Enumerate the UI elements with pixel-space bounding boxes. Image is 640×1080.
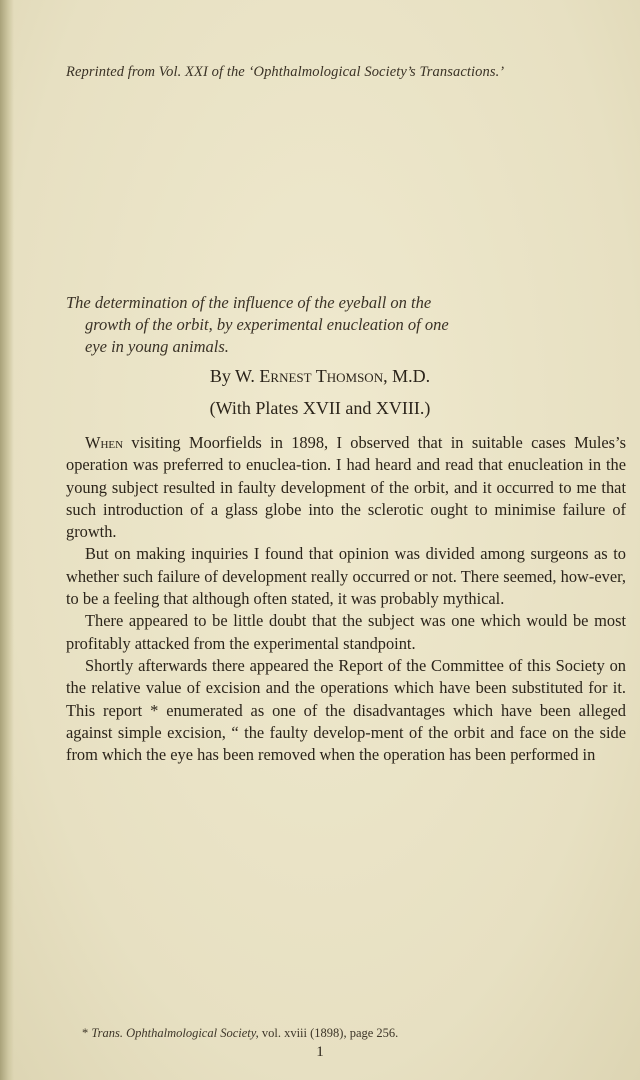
title-line-2: growth of the orbit, by experimental enucleation of one	[85, 315, 449, 334]
page-number: 1	[316, 1044, 324, 1060]
footnote-ref: vol. xviii (1898), page 256.	[258, 1026, 399, 1040]
paragraph: Shortly afterwards there appeared the Report of the Committee of this Society on the relative value of excision and the operations which have been substituted for it. This report * enumerated as one of the disadvantages which have been alleged against simple excision, “ the faulty develop-ment of the orbit and face on the side from which the eye has been removed when the operation has been performed in	[66, 655, 626, 765]
title-line-1: The determination of the influence of the eyeball on the	[66, 293, 432, 312]
byline-prefix: By W.	[209, 366, 255, 386]
title-line-3: eye in young animals.	[85, 337, 229, 356]
footnote	[82, 1026, 612, 1041]
plates-note: (With Plates XVII and XVIII.)	[209, 398, 431, 418]
running-head: Reprinted from Vol. XXI of the ‘Ophthalmological Society’s Transactions.’	[66, 64, 505, 80]
byline-suffix: M.D.	[392, 366, 431, 386]
author-byline	[0, 366, 640, 387]
footnote-marker: *	[82, 1026, 89, 1040]
footnote-journal: Trans. Ophthalmological Society,	[91, 1026, 259, 1040]
page-edge-shadow	[0, 0, 14, 1080]
paragraph-text: visiting Moorfields in 1898, I observed that in suitable cases Mules’s operation was preferred to enuclea-tion. I had heard and read that enucleation in the young subject resulted in faulty development of the orbit, and it occurred to me that such introduction of a glass globe into the sclerotic ought to minimise failure of growth.	[66, 433, 626, 542]
author-name: Ernest Thomson,	[259, 366, 388, 386]
paragraph	[66, 432, 626, 543]
article-body	[66, 432, 626, 766]
paragraph: There appeared to be little doubt that the subject was one which would be most profitably attacked from the experimental standpoint.	[66, 611, 626, 653]
paragraph: But on making inquiries I found that opinion was divided among surgeons as to whether such failure of development really occurred or not. There seemed, how-ever, to be a feeling that although often stated, it was probably mythical.	[66, 544, 626, 609]
lead-word: When	[85, 433, 124, 452]
article-title	[66, 292, 606, 358]
